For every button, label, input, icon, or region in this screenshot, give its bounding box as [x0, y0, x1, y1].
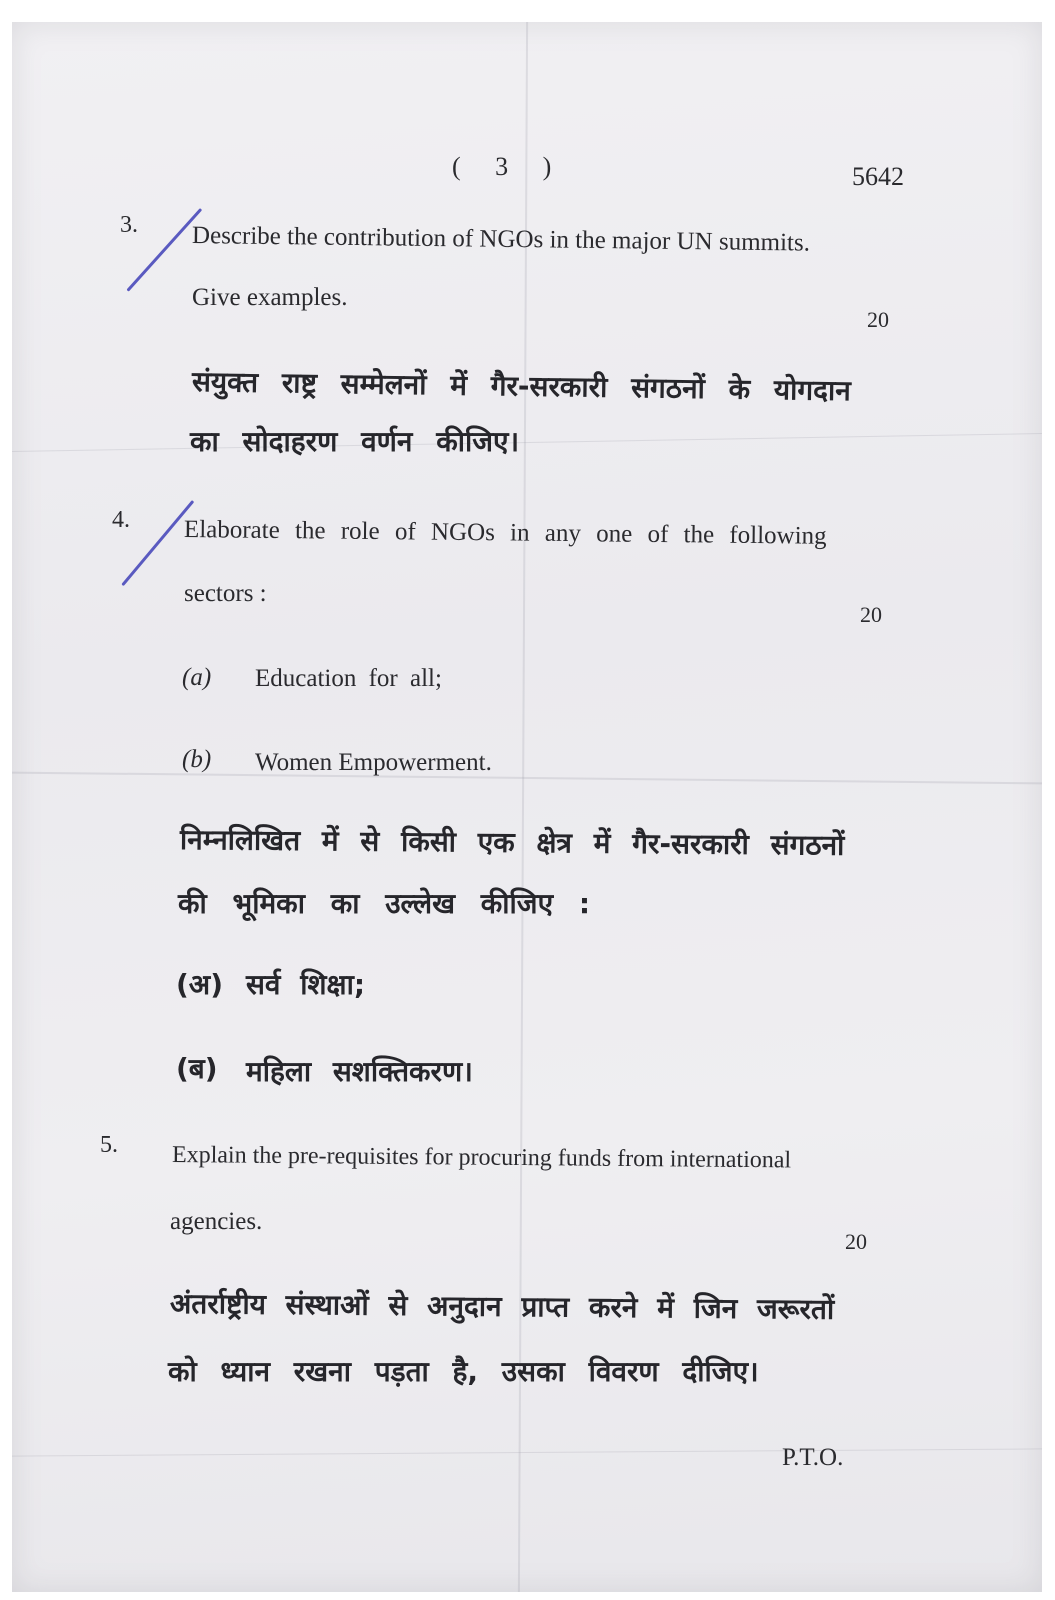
hindi-option-label: (ब) — [176, 1052, 218, 1085]
question-text-hindi: को ध्यान रखना पड़ता है, उसका विवरण दीजिए। — [168, 1355, 759, 1388]
question-number: 5. — [100, 1132, 118, 1158]
option-text: Education for all; — [255, 665, 442, 692]
option-label: (a) — [182, 664, 212, 691]
question-text-english: Give examples. — [192, 284, 348, 311]
page-number: ( 3 ) — [452, 152, 566, 181]
question-number: 4. — [112, 507, 130, 533]
question-text-english: Elaborate the role of NGOs in any one of the following — [183, 516, 827, 550]
question-text-english: agencies. — [170, 1208, 263, 1235]
question-number: 3. — [120, 212, 138, 238]
question-marks: 20 — [867, 307, 889, 332]
paper-code: 5642 — [852, 162, 904, 191]
question-text-hindi: निम्नलिखित में से किसी एक क्षेत्र में गैर-सरकारी संगठनों — [179, 823, 845, 862]
question-text-english: sectors : — [184, 580, 267, 607]
question-marks: 20 — [860, 602, 882, 627]
question-text-hindi: संयुक्त राष्ट्र सम्मेलनों में गैर-सरकारी संगठनों के योगदान — [191, 365, 852, 408]
pto-label: P.T.O. — [782, 1444, 844, 1471]
hindi-option-label: (अ) — [176, 968, 223, 1001]
option-label: (b) — [182, 746, 212, 773]
question-text-hindi: की भूमिका का उल्लेख कीजिए : — [178, 887, 591, 920]
option-text: Women Empowerment. — [255, 749, 492, 776]
paper-crease — [12, 433, 1042, 452]
question-marks: 20 — [845, 1229, 867, 1254]
hindi-option-text: महिला सशक्तिकरण। — [246, 1055, 473, 1088]
exam-paper-sheet — [12, 22, 1042, 1592]
paper-crease — [12, 772, 1042, 785]
question-text-hindi: अंतर्राष्ट्रीय संस्थाओं से अनुदान प्राप्त करने में जिन जरूरतों — [169, 1287, 835, 1326]
paper-crease — [12, 1448, 1042, 1456]
question-text-english: Explain the pre-requisites for procuring funds from international — [171, 1142, 792, 1174]
question-text-english: Describe the contribution of NGOs in the major UN summits. — [191, 222, 811, 257]
hindi-option-text: सर्व शिक्षा; — [246, 968, 366, 1001]
question-text-hindi: का सोदाहरण वर्णन कीजिए। — [190, 425, 520, 458]
